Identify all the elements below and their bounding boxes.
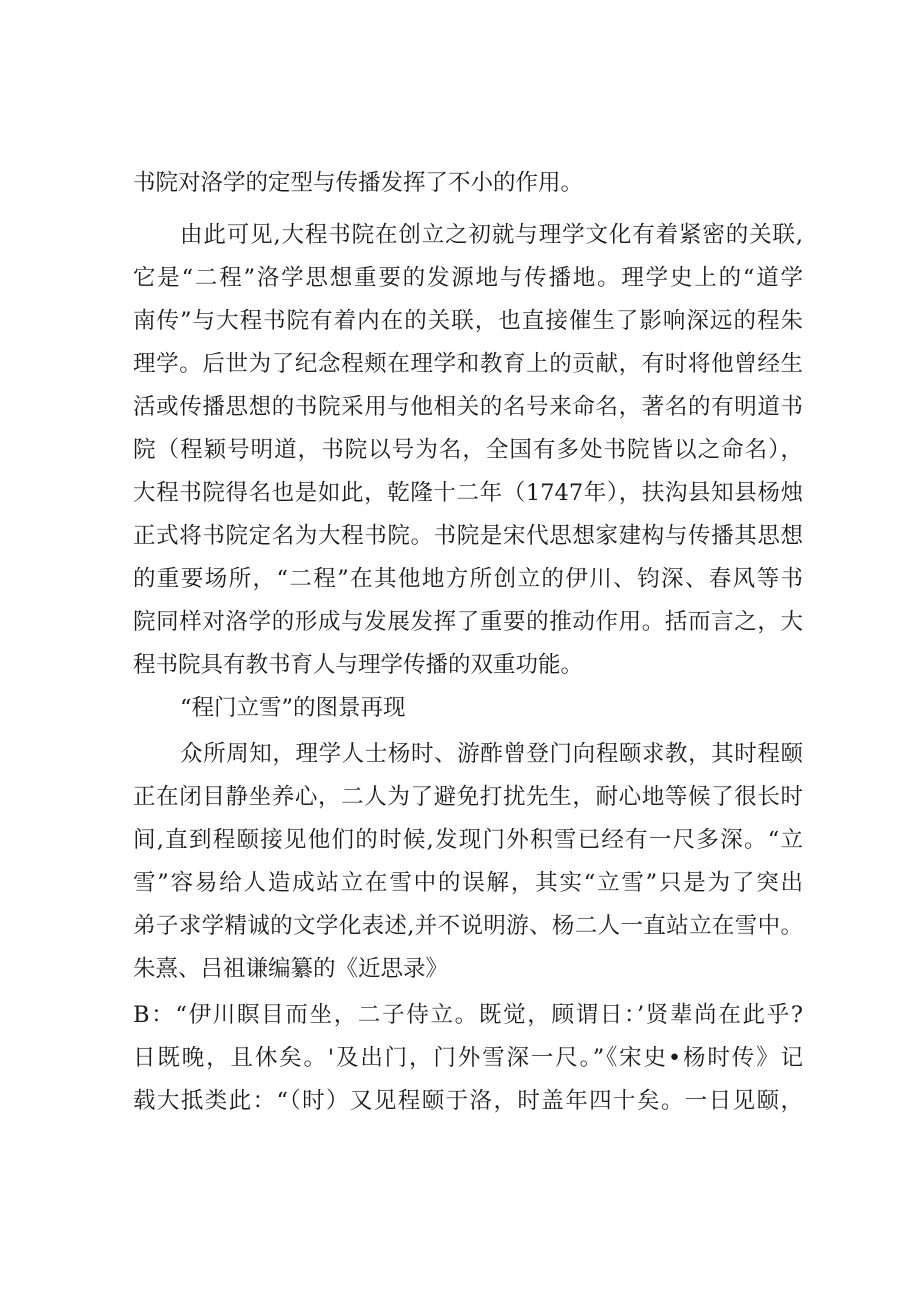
section-heading: “程门立雪”的图景再现 [180, 695, 406, 721]
paragraph-line: 由此可见,大程书院在创立之初就与理学文化有着紧密的关联, [180, 222, 803, 248]
paragraph-line: 日既晚，且休矣。'及出门，门外雪深一尺。”《宋史•杨时传》记 [133, 1045, 803, 1071]
paragraph-line: 雪”容易给人造成站立在雪中的误解，其实“立雪”只是为了突出 [133, 870, 803, 896]
paragraph-line: 活或传播思想的书院采用与他相关的名号来命名，著名的有明道书 [133, 394, 803, 420]
paragraph-line: 南传”与大程书院有着内在的关联，也直接催生了影响深远的程朱 [133, 308, 803, 334]
paragraph-line: 朱熹、吕祖谦编纂的《近思录》 [133, 956, 449, 982]
paragraph-line: 弟子求学精诚的文学化表述,并不说明游、杨二人一直站立在雪中。 [133, 913, 803, 939]
paragraph-line: 程书院具有教书育人与理学传播的双重功能。 [133, 652, 584, 678]
paragraph-line: 理学。后世为了纪念程颊在理学和教育上的贡献，有时将他曾经生 [133, 351, 803, 377]
paragraph-line: 大程书院得名也是如此，乾隆十二年（1747年），扶沟县知县杨烛 [133, 480, 803, 506]
paragraph-line: 院同样对洛学的形成与发展发挥了重要的推动作用。括而言之，大 [133, 609, 803, 635]
paragraph-line: 正式将书院定名为大程书院。书院是宋代思想家建构与传播其思想 [133, 523, 803, 549]
paragraph-line: B：“伊川瞑目而坐，二子侍立。既觉，顾谓日：’贤辈尚在此乎? [133, 1002, 803, 1028]
paragraph-line: 正在闭目静坐养心，二人为了避免打扰先生，耐心地等候了很长时 [133, 784, 803, 810]
paragraph-line: 院（程颖号明道，书院以号为名，全国有多处书院皆以之命名）， [133, 437, 803, 463]
paragraph-line: 书院对洛学的定型与传播发挥了不小的作用。 [133, 170, 584, 196]
paragraph-line: 它是“二程”洛学思想重要的发源地与传播地。理学史上的“道学 [133, 265, 803, 291]
paragraph-line: 载大抵类此：“（时）又见程颐于洛，时盖年四十矣。一日见颐， [133, 1088, 803, 1114]
paragraph-line: 众所周知，理学人士杨时、游酢曾登门向程颐求教，其时程颐 [180, 741, 803, 767]
paragraph-line: 的重要场所，“二程”在其他地方所创立的伊川、钧深、春风等书 [133, 566, 803, 592]
paragraph-line: 间,直到程颐接见他们的时候,发现门外积雪已经有一尺多深。“立 [133, 827, 803, 853]
